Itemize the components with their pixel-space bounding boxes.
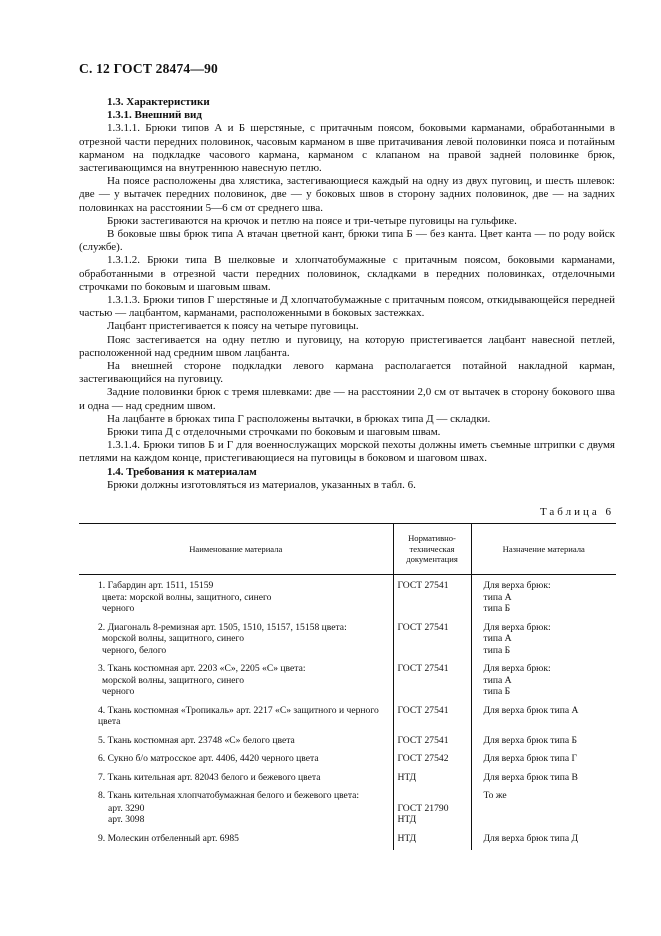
- document-ref-cell: [393, 662, 471, 704]
- paragraph: 1.3.1.3. Брюки типов Г шерстяные и Д хлопчатобумажные с притачным поясом, откидывающейся передней частью — лацбантом, карманами, расположенными в боковых застежках.: [79, 294, 615, 320]
- paragraph: Брюки застегиваются на крючок и петлю на поясе и три-четыре пуговицы на гульфике.: [107, 214, 517, 227]
- section-heading-1-4: 1.4. Требования к материалам: [107, 465, 257, 478]
- table-row: [79, 662, 616, 704]
- paragraph: 1.3.1.2. Брюки типа В шелковые и хлопчатобумажные с притачным поясом, боковыми карманами, обработанными в отрезной части передних половинок, складками в передних половинках, отделочными строчками по боковым и шаговым швам.: [79, 254, 615, 293]
- column-header: Нормативно-техническая документация: [393, 524, 471, 575]
- paragraph: Лацбант пристегивается к поясу на четыре пуговицы.: [107, 320, 359, 333]
- purpose-text: Для верха брюк типа Д: [483, 832, 579, 844]
- purpose-cell: [471, 771, 616, 790]
- document-ref: ГОСТ 27541: [397, 621, 449, 633]
- material-name-cell: [79, 752, 393, 771]
- material-name: 3. Ткань костюмная арт. 2203 «С», 2205 «С» цвета:: [98, 663, 306, 674]
- table-row: [79, 771, 616, 790]
- material-name-cell: [79, 789, 393, 802]
- purpose-text: Для верха брюк типа В: [483, 771, 578, 783]
- purpose-cell: [471, 789, 616, 802]
- purpose-text: Для верха брюк:: [483, 621, 551, 633]
- material-detail: морской волны, защитного, синего: [102, 633, 244, 644]
- purpose-text: типа Б: [483, 603, 511, 614]
- paragraph: Брюки типа Д с отделочными строчками по боковым и шаговым швам.: [107, 426, 441, 439]
- document-ref: ГОСТ 21790: [397, 802, 449, 814]
- purpose-text: типа А: [483, 591, 512, 603]
- document-ref: НТД: [397, 771, 417, 783]
- material-detail: черного: [102, 603, 135, 614]
- purpose-cell: [471, 662, 616, 704]
- document-ref-cell: [393, 752, 471, 771]
- paragraph: 1.3.1.1. Брюки типов А и Б шерстяные, с притачным поясом, боковыми карманами, обработанными в отрезной части передних половинок, часовым карманом в шве притачивания левой половинки пояса и потайным карманом на подкладке часового кармана, карманом с клапаном на правой задней половинке брюк, застегивающимся на внутреннюю навесную петлю.: [79, 122, 615, 175]
- material-name: 7. Ткань кительная арт. 82043 белого и бежевого цвета: [98, 771, 321, 783]
- document-body: [79, 96, 615, 492]
- paragraph: Пояс застегивается на одну петлю и пуговицу, на которую пристегивается лацбант навесной петлей, расположенной над средним швом лацбанта.: [79, 333, 615, 359]
- material-name-cell: [79, 704, 393, 734]
- paragraph: На лацбанте в брюках типа Г расположены вытачки, в брюках типа Д — складки.: [107, 412, 491, 425]
- column-header: Наименование материала: [79, 524, 393, 575]
- paragraph: 1.3.1.4. Брюки типов Б и Г для военнослужащих морской пехоты должны иметь съемные штрипки с двумя петлями на каждом конце, пристегивающиеся на пуговицы в боковом и шаговом швах.: [79, 439, 615, 465]
- purpose-text: Для верха брюк:: [483, 580, 551, 591]
- material-name: 6. Сукно б/о матросское арт. 4406, 4420 черного цвета: [98, 753, 319, 764]
- section-heading-1-3: 1.3. Характеристики: [107, 96, 210, 108]
- purpose-text: типа Б: [483, 686, 511, 697]
- materials-table: [79, 523, 616, 850]
- document-ref: НТД: [397, 832, 417, 844]
- document-ref: ГОСТ 27541: [397, 704, 449, 716]
- material-name-cell: [79, 802, 393, 832]
- material-detail: арт. 3098: [108, 814, 145, 825]
- purpose-text: То же: [483, 790, 507, 801]
- material-detail: арт. 3290: [108, 802, 145, 814]
- paragraph: Брюки должны изготовляться из материалов, указанных в табл. 6.: [107, 478, 416, 491]
- document-ref-cell: [393, 575, 471, 621]
- purpose-cell: [471, 704, 616, 734]
- paragraph: Задние половинки брюк с тремя шлевками: две — на расстоянии 2,0 см от вытачек в сторону бокового шва и одна — над средним швом.: [79, 386, 615, 412]
- paragraph: В боковые швы брюк типа А втачан цветной кант, брюки типа Б — без канта. Цвет канта — по роду войск (службе).: [79, 228, 615, 254]
- table-row: [79, 575, 616, 621]
- purpose-text: типа А: [483, 674, 512, 686]
- document-ref: ГОСТ 27541: [397, 734, 449, 746]
- purpose-text: типа А: [483, 633, 512, 644]
- material-name: 9. Молескин отбеленный арт. 6985: [98, 832, 239, 844]
- purpose-cell: [471, 752, 616, 771]
- purpose-text: Для верха брюк типа Б: [483, 734, 578, 746]
- table-row: [79, 621, 616, 663]
- material-name: 5. Ткань костюмная арт. 23748 «С» белого цвета: [98, 734, 295, 746]
- table-row: [79, 832, 616, 851]
- material-detail: черного, белого: [102, 644, 167, 656]
- table-row: [79, 752, 616, 771]
- material-detail: черного: [102, 686, 135, 697]
- material-name-cell: [79, 662, 393, 704]
- material-name-cell: [79, 621, 393, 663]
- purpose-cell: [471, 575, 616, 621]
- document-ref-cell: [393, 789, 471, 802]
- document-ref-cell: [393, 704, 471, 734]
- paragraph: На внешней стороне подкладки левого кармана располагается потайной накладной карман, застегивающийся на пуговицу.: [79, 360, 615, 386]
- table-row: [79, 789, 616, 802]
- material-name: 4. Ткань костюмная «Тропикаль» арт. 2217 «С» защитного и черного цвета: [98, 704, 379, 727]
- purpose-text: типа Б: [483, 644, 511, 656]
- material-name: 2. Диагональ 8-ремизная арт. 1505, 1510, 15157, 15158 цвета:: [98, 621, 347, 633]
- document-ref: ГОСТ 27542: [397, 753, 449, 764]
- material-detail: морской волны, защитного, синего: [102, 674, 244, 686]
- document-ref-cell: [393, 771, 471, 790]
- purpose-cell: [471, 734, 616, 753]
- purpose-cell: [471, 802, 616, 832]
- document-ref-cell: [393, 621, 471, 663]
- document-ref: ГОСТ 27541: [397, 580, 449, 591]
- document-ref-cell: [393, 802, 471, 832]
- paragraph: На поясе расположены два хлястика, застегивающиеся каждый на одну из двух пуговиц, и шесть шлевок: две — у вытачек передних половинок, две — у боковых швов в сторону задних половинок, две — на задних половинках на расстоянии 5—6 см от среднего шва.: [79, 175, 615, 214]
- purpose-text: Для верха брюк:: [483, 663, 551, 674]
- table-caption: Таблица 6: [539, 506, 614, 518]
- page-header: С. 12 ГОСТ 28474—90: [79, 61, 218, 76]
- material-name-cell: [79, 734, 393, 753]
- purpose-cell: [471, 832, 616, 851]
- purpose-text: Для верха брюк типа А: [483, 704, 579, 716]
- document-ref-cell: [393, 832, 471, 851]
- material-name-cell: [79, 771, 393, 790]
- document-ref-cell: [393, 734, 471, 753]
- purpose-cell: [471, 621, 616, 663]
- material-name-cell: [79, 575, 393, 621]
- material-name: 1. Габардин арт. 1511, 15159: [98, 580, 214, 591]
- document-ref: ГОСТ 27541: [397, 663, 449, 674]
- material-name: 8. Ткань кительная хлопчатобумажная белого и бежевого цвета:: [98, 790, 360, 801]
- section-heading-1-3-1: 1.3.1. Внешний вид: [107, 109, 202, 122]
- purpose-text: Для верха брюк типа Г: [483, 753, 578, 764]
- column-header: Назначение материала: [471, 524, 616, 575]
- document-ref: НТД: [397, 814, 417, 825]
- table-row: [79, 734, 616, 753]
- material-detail: цвета: морской волны, защитного, синего: [102, 591, 272, 603]
- material-name-cell: [79, 832, 393, 851]
- table-row: [79, 704, 616, 734]
- table-row: [79, 802, 616, 832]
